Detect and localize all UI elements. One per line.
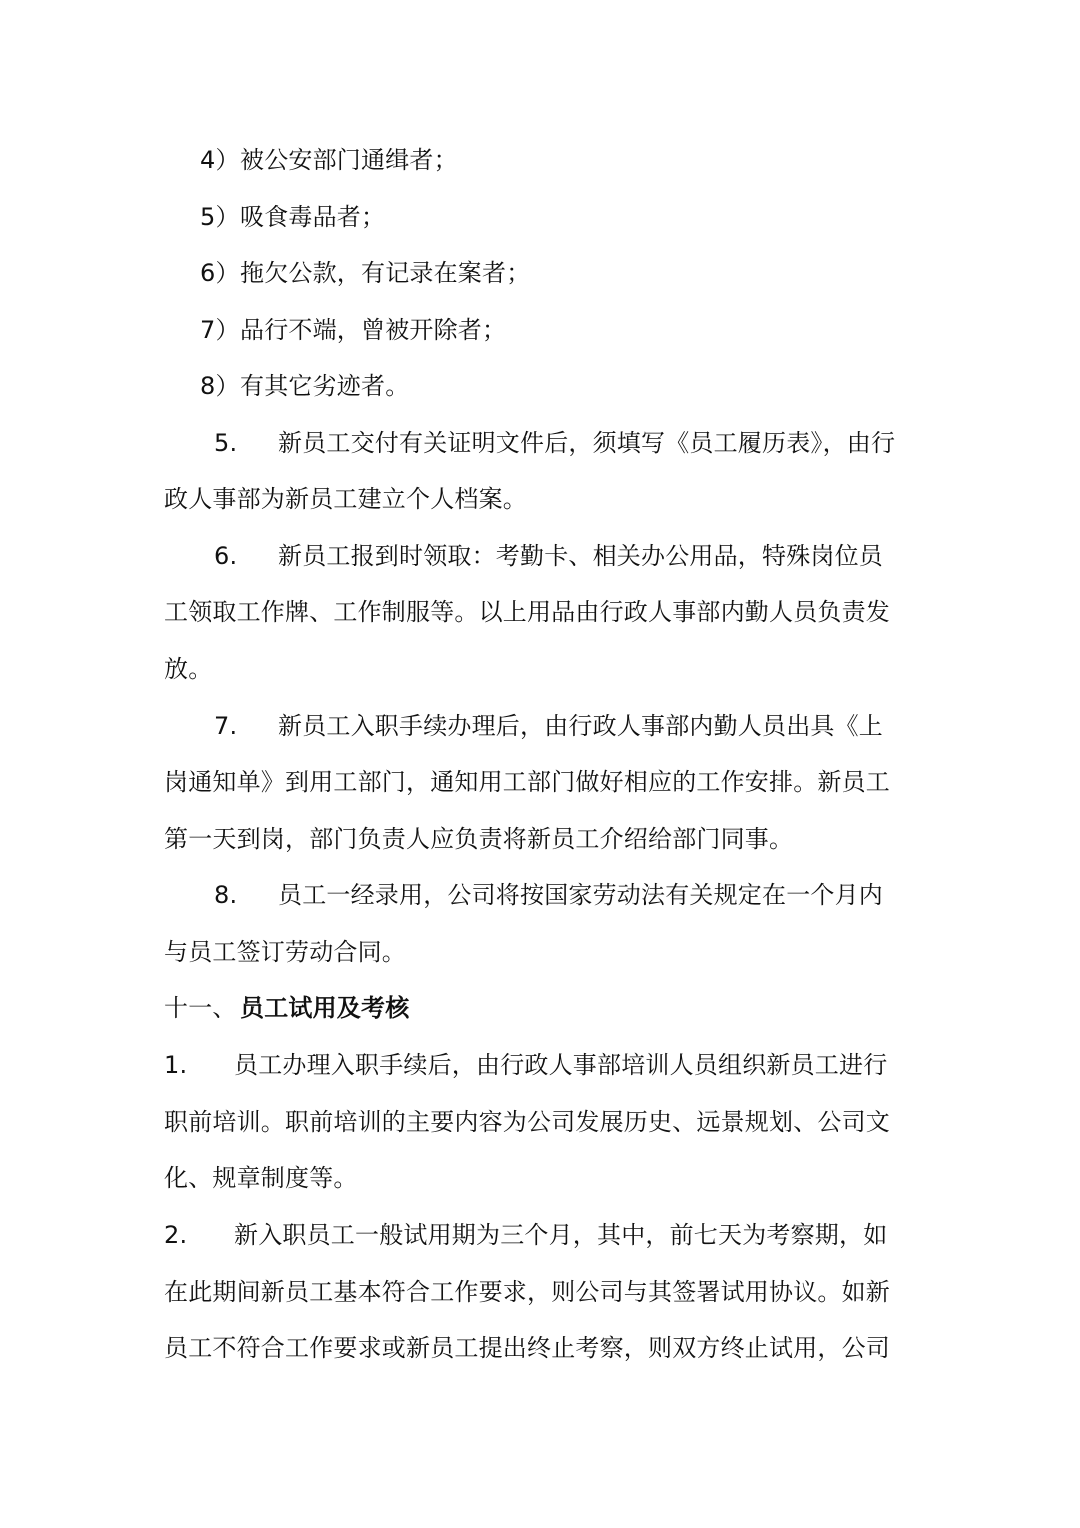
paragraph-6-line-2: 工领取工作牌、工作制服等。以上用品由行政人事部内勤人员负责发 (164, 598, 890, 626)
list-item-number: 7） (200, 316, 240, 344)
sub-item-text: 新入职员工一般试用期为三个月，其中，前七天为考察期，如 (234, 1221, 888, 1249)
list-item-number: 6） (200, 259, 240, 287)
list-item (200, 369, 960, 403)
paragraph-5-line-2: 政人事部为新员工建立个人档案。 (164, 485, 527, 513)
sub-item-2-line-2: 在此期间新员工基本符合工作要求，则公司与其签署试用协议。如新 (164, 1278, 890, 1306)
sub-item-1-line-3: 化、规章制度等。 (164, 1164, 358, 1192)
list-item (200, 200, 960, 234)
paragraph-number: 6. (214, 542, 238, 570)
paragraph-number: 8. (214, 881, 238, 909)
sub-item-text: 员工办理入职手续后，由行政人事部培训人员组织新员工进行 (234, 1051, 888, 1079)
sub-item-2-line-3: 员工不符合工作要求或新员工提出终止考察，则双方终止试用，公司 (164, 1334, 890, 1362)
paragraph-7-line-2: 岗通知单》到用工部门，通知用工部门做好相应的工作安排。新员工 (164, 768, 890, 796)
list-item-text: 被公安部门通缉者； (240, 146, 458, 174)
list-item-text: 品行不端，曾被开除者； (240, 316, 507, 344)
list-item-number: 4） (200, 146, 240, 174)
sub-item-number: 1. (164, 1051, 188, 1079)
list-item-text: 有其它劣迹者。 (240, 372, 410, 400)
paragraph-5-line-1 (214, 426, 916, 460)
paragraph-number: 7. (214, 712, 238, 740)
section-heading (164, 991, 924, 1025)
paragraph-6-line-1 (214, 539, 916, 573)
sub-item-1-line-2: 职前培训。职前培训的主要内容为公司发展历史、远景规划、公司文 (164, 1108, 890, 1136)
list-item-text: 拖欠公款，有记录在案者； (240, 259, 531, 287)
sub-item-number: 2. (164, 1221, 188, 1249)
paragraph-text: 新员工交付有关证明文件后，须填写《员工履历表》，由行 (278, 429, 896, 457)
paragraph-text: 新员工报到时领取：考勤卡、相关办公用品，特殊岗位员 (278, 542, 883, 570)
paragraph-text: 新员工入职手续办理后，由行政人事部内勤人员出具《上 (278, 712, 883, 740)
paragraph-7-line-3: 第一天到岗，部门负责人应负责将新员工介绍给部门同事。 (164, 825, 794, 853)
list-item-text: 吸食毒品者； (240, 203, 386, 231)
paragraph-7-line-1 (214, 709, 916, 743)
section-number: 十一、 (164, 994, 237, 1022)
paragraph-number: 5. (214, 429, 238, 457)
paragraph-8-line-1 (214, 878, 916, 912)
section-title: 员工试用及考核 (240, 994, 410, 1022)
list-item (200, 143, 960, 177)
list-item-number: 5） (200, 203, 240, 231)
list-item (200, 256, 960, 290)
list-item-number: 8） (200, 372, 240, 400)
sub-item-2-line-1 (164, 1218, 924, 1252)
paragraph-8-line-2: 与员工签订劳动合同。 (164, 938, 406, 966)
paragraph-text: 员工一经录用，公司将按国家劳动法有关规定在一个月内 (278, 881, 883, 909)
paragraph-6-line-3: 放。 (164, 655, 213, 683)
sub-item-1-line-1 (164, 1048, 924, 1082)
list-item (200, 313, 960, 347)
